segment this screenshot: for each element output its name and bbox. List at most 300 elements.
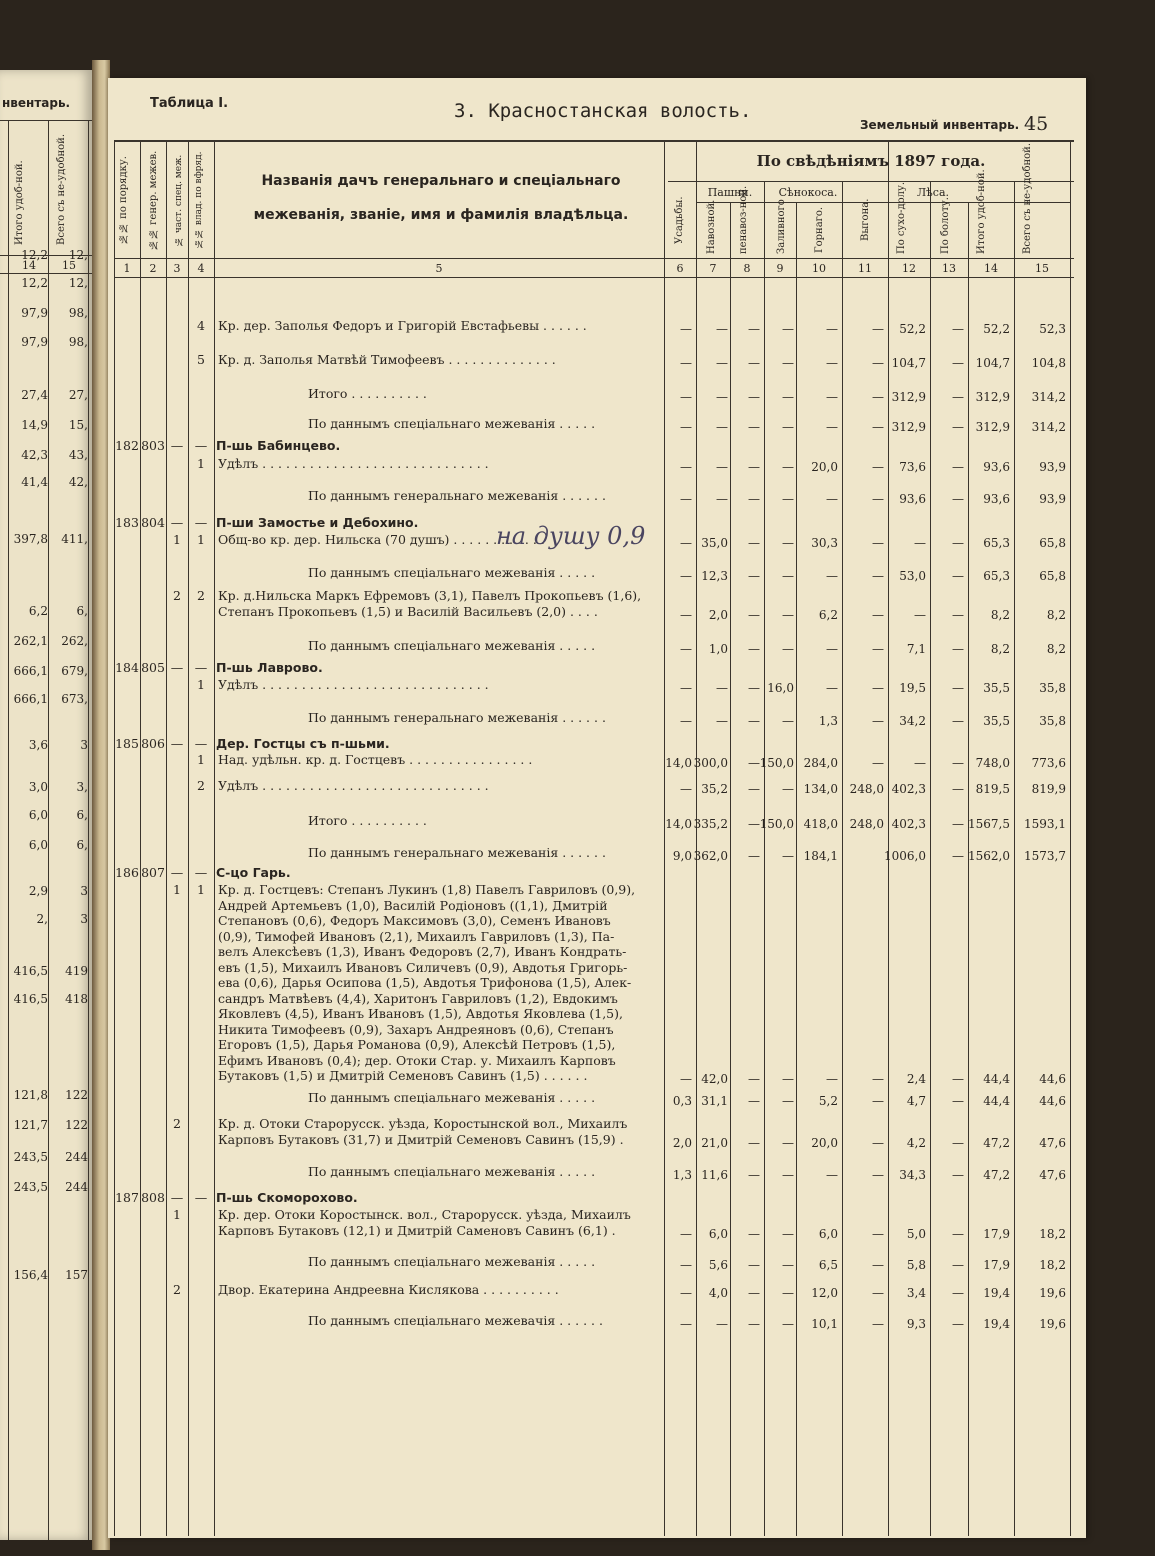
row-14-value-col-11: — [872, 714, 884, 728]
row-25-num-gen: 808 [141, 1190, 165, 1205]
row-29-subtotal-label: По даннымъ спеціальнаго межевачія . . . . . . [308, 1313, 603, 1328]
row-27-value-col-12: 5,8 [906, 1258, 926, 1272]
row-2-value-col-11: — [872, 390, 884, 404]
row-7-num-gen: 804 [141, 515, 165, 530]
row-26-num-spec: 1 [173, 1207, 181, 1222]
row-8-value-col-9: — [782, 536, 794, 550]
row-11-value-col-13: — [952, 642, 964, 656]
row-13-value-col-9: 16,0 [767, 681, 794, 695]
row-19-value-col-10: 184,1 [803, 849, 838, 863]
row-29-value-col-7: — [716, 1317, 728, 1331]
row-2-subtotal-label: Итого . . . . . . . . . . [308, 386, 427, 401]
left-value-10-b: 262, [61, 634, 88, 648]
column-line-3 [188, 140, 189, 1536]
row-6-value-col-8: — [748, 492, 760, 506]
row-28-value-col-6: — [680, 1286, 692, 1300]
col-15-header: Всего съ не-удобной. [1022, 142, 1033, 254]
row-5-value-col-8: — [748, 460, 760, 474]
row-5-value-col-14: 93,6 [983, 460, 1010, 474]
row-14-value-col-7: — [716, 714, 728, 728]
row-16-value-col-15: 773,6 [1031, 756, 1066, 770]
left-value-22-a: 121,7 [13, 1118, 48, 1132]
left-rule-nums [0, 273, 92, 274]
row-8-value-col-6: — [680, 536, 692, 550]
row-25-heading: П-шь Скоморохово. [216, 1190, 358, 1205]
left-vline-1 [8, 120, 9, 1540]
row-7-num-order: 183 [115, 515, 139, 530]
row-23-value-col-13: — [952, 1135, 964, 1150]
row-19-value-col-7: 362,0 [693, 849, 728, 863]
left-value-22-b: 122 [65, 1118, 88, 1132]
left-rule-top [0, 120, 92, 121]
row-11-value-col-7: 1,0 [708, 642, 728, 656]
row-27-value-col-7: 5,6 [708, 1258, 728, 1272]
column-line-2 [166, 140, 167, 1536]
row-16-value-col-13: — [952, 756, 964, 770]
row-9-value-col-15: 65,8 [1039, 569, 1066, 583]
row-4-num-owner: — [194, 438, 208, 453]
row-5-value-col-15: 93,9 [1039, 460, 1066, 474]
row-11-value-col-8: — [748, 642, 760, 656]
row-0-num-owner: 4 [197, 318, 205, 333]
row-9-value-col-12: 53,0 [899, 569, 926, 583]
row-0-text-line-0: Кр. дер. Заполья Федоръ и Григорій Евстафьевы . . . . . . [218, 318, 587, 333]
row-26-value-col-13: — [952, 1226, 964, 1241]
row-9-subtotal-label: По даннымъ спеціальнаго межеванія . . . . . [308, 565, 596, 580]
row-28-value-col-8: — [748, 1286, 760, 1300]
left-value-21-a: 121,8 [13, 1088, 48, 1102]
left-value-15-a: 6,0 [28, 808, 48, 822]
row-15-num-order: 185 [115, 736, 139, 751]
left-value-12-a: 666,1 [13, 692, 48, 706]
row-19-subtotal-label: По даннымъ генеральнаго межеванія . . . . . . [308, 845, 606, 860]
row-1-value-col-6: — [680, 356, 692, 370]
row-26-value-col-6: — [680, 1226, 692, 1241]
row-27-value-col-9: — [782, 1258, 794, 1272]
row-25-num-spec: — [170, 1190, 184, 1205]
column-number-4: 4 [197, 262, 205, 275]
row-0-value-col-10: — [826, 322, 838, 336]
left-value-4-a: 27,4 [21, 388, 48, 402]
row-12-num-owner: — [194, 660, 208, 675]
row-18-value-col-14: 1567,5 [968, 817, 1010, 831]
col-9-header: Заливного [776, 199, 787, 254]
row-24-subtotal-label: По даннымъ спеціальнаго межеванія . . . . . [308, 1164, 596, 1179]
column-number-8: 8 [743, 262, 751, 275]
left-value-19-b: 419 [65, 964, 88, 978]
row-26-value-col-9: — [782, 1226, 794, 1241]
row-0-value-col-7: — [716, 322, 728, 336]
column-line-15 [1070, 140, 1071, 1536]
row-26-value-col-11: — [872, 1226, 884, 1241]
page-title: 3. Красностанская волость. [454, 100, 752, 122]
row-8-text-line-0: Общ-во кр. дер. Нильска (70 душъ) . . . . . . . . . . . . [218, 532, 545, 547]
row-24-value-col-9: — [782, 1168, 794, 1182]
row-28-value-col-7: 4,0 [708, 1286, 728, 1300]
table-label: Таблица I. [150, 96, 229, 111]
row-13-value-col-10: — [826, 681, 838, 695]
row-21-num-owner: 1 [197, 882, 205, 897]
row-6-value-col-14: 93,6 [983, 492, 1010, 506]
row-21-value-col-10: — [826, 1072, 838, 1086]
row-21-text-line-5: евъ (1,5), Михаилъ Ивановъ Силичевъ (0,9), Авдотья Григорь- [218, 959, 628, 975]
row-17-value-col-11: 248,0 [849, 782, 884, 796]
left-value-1-b: 12, [68, 276, 88, 290]
row-20-num-gen: 807 [141, 865, 165, 880]
row-19-value-col-8: — [748, 849, 760, 863]
row-18-value-col-12: 402,3 [891, 817, 926, 831]
row-23-value-col-8: — [748, 1135, 760, 1150]
row-24-value-col-15: 47,6 [1039, 1168, 1066, 1182]
row-14-value-col-10: 1,3 [818, 714, 838, 728]
row-25-num-order: 187 [115, 1190, 139, 1205]
col-2-header: №№ генер. межев. [148, 150, 159, 250]
row-3-subtotal-label: По даннымъ спеціальнаго межеванія . . . . . [308, 416, 596, 431]
row-23-value-col-12: 4,2 [906, 1135, 926, 1150]
row-1-num-owner: 5 [197, 352, 205, 367]
row-20-num-order: 186 [115, 865, 139, 880]
row-8-value-col-13: — [952, 536, 964, 550]
row-24-value-col-8: — [748, 1168, 760, 1182]
row-2-value-col-6: — [680, 390, 692, 404]
row-25-num-owner: — [194, 1190, 208, 1205]
row-21-text-line-9: Никита Тимофеевъ (0,9), Захаръ Андреяновъ (0,6), Степанъ [218, 1021, 614, 1037]
col-12-header: По сухо-долу. [896, 181, 907, 254]
group-senokosa-header: Сѣнокоса. [778, 186, 838, 199]
row-5-value-col-13: — [952, 460, 964, 474]
row-18-value-col-7: 335,2 [693, 817, 728, 831]
row-19-value-col-6: 9,0 [672, 849, 692, 863]
row-27-subtotal-label: По даннымъ спеціальнаго межеванія . . . . . [308, 1254, 596, 1269]
row-11-value-col-6: — [680, 642, 692, 656]
row-13-value-col-11: — [872, 681, 884, 695]
row-22-value-col-7: 31,1 [701, 1094, 728, 1108]
row-11-value-col-9: — [782, 642, 794, 656]
row-3-value-col-15: 314,2 [1031, 420, 1066, 434]
row-9-value-col-7: 12,3 [701, 569, 728, 583]
row-10-value-col-15: 8,2 [1046, 607, 1066, 622]
row-14-value-col-13: — [952, 714, 964, 728]
col-3-header: № част. спец. меж. [174, 154, 184, 246]
row-21-value-col-7: 42,0 [701, 1072, 728, 1086]
row-22-value-col-15: 44,6 [1039, 1094, 1066, 1108]
row-13-value-col-15: 35,8 [1039, 681, 1066, 695]
row-6-value-col-15: 93,9 [1039, 492, 1066, 506]
row-28-text-line-0: Двор. Екатерина Андреевна Кислякова . . . . . . . . . . [218, 1282, 559, 1297]
row-3-value-col-12: 312,9 [891, 420, 926, 434]
left-value-4-b: 27, [68, 388, 88, 402]
row-8-value-col-8: — [748, 536, 760, 550]
row-7-num-owner: — [194, 515, 208, 530]
row-21-value-col-12: 2,4 [906, 1072, 926, 1086]
column-number-3: 3 [173, 262, 181, 275]
left-value-17-a: 2,9 [28, 884, 48, 898]
row-14-value-col-6: — [680, 714, 692, 728]
row-8-value-col-11: — [872, 536, 884, 550]
row-16-value-col-14: 748,0 [975, 756, 1010, 770]
row-8-value-col-15: 65,8 [1039, 536, 1066, 550]
left-vline-2 [48, 120, 49, 1540]
left-value-3-b: 98, [68, 335, 88, 349]
row-27-value-col-15: 18,2 [1039, 1258, 1066, 1272]
left-value-20-b: 418 [65, 992, 88, 1006]
group-pashni-header: Пашни. [707, 186, 753, 199]
row-29-value-col-8: — [748, 1317, 760, 1331]
col-1-header: №№ по порядку. [118, 156, 129, 244]
row-18-value-col-8: — [748, 817, 760, 831]
left-value-7-b: 42, [68, 475, 88, 489]
row-17-value-col-12: 402,3 [891, 782, 926, 796]
row-26-value-col-15: 18,2 [1039, 1226, 1066, 1241]
row-13-value-col-8: — [748, 681, 760, 695]
row-7-num-spec: — [170, 515, 184, 530]
row-16-value-col-9: 150,0 [759, 756, 794, 770]
row-16-value-col-10: 284,0 [803, 756, 838, 770]
row-8-value-col-12: — [914, 536, 926, 550]
row-17-value-col-9: — [782, 782, 794, 796]
row-0-value-col-15: 52,3 [1039, 322, 1066, 336]
row-10-text-line-1: Степанъ Прокопьевъ (1,5) и Василій Васильевъ (2,0) . . . . [218, 603, 598, 619]
left-value-25-b: 157 [65, 1268, 88, 1282]
row-19-value-col-13: — [952, 849, 964, 863]
row-28-value-col-13: — [952, 1286, 964, 1300]
row-9-value-col-14: 65,3 [983, 569, 1010, 583]
row-4-num-spec: — [170, 438, 184, 453]
left-value-2-a: 97,9 [21, 306, 48, 320]
row-21-value-col-6: — [680, 1072, 692, 1086]
row-21-text-line-12: Бутаковъ (1,5) и Дмитрій Семеновъ Савинъ (1,5) . . . . . . [218, 1068, 588, 1083]
row-29-value-col-9: — [782, 1317, 794, 1331]
row-8-value-col-7: 35,0 [701, 536, 728, 550]
row-16-value-col-7: 300,0 [693, 756, 728, 770]
row-6-value-col-13: — [952, 492, 964, 506]
row-21-text-line-6: ева (0,6), Дарья Осипова (1,5), Авдотья Трифонова (1,5), Алек- [218, 975, 632, 990]
row-14-subtotal-label: По даннымъ генеральнаго межеванія . . . . . . [308, 710, 606, 725]
row-14-value-col-8: — [748, 714, 760, 728]
col-8-header: пенавоз-ной. [738, 185, 749, 254]
left-value-18-b: 3 [80, 912, 88, 926]
row-9-value-col-13: — [952, 569, 964, 583]
row-21-text-line-3: (0,9), Тимофей Ивановъ (2,1), Михаилъ Гавриловъ (1,3), Па- [218, 928, 615, 944]
left-value-9-b: 6, [76, 604, 88, 618]
left-value-9-a: 6,2 [28, 604, 48, 618]
row-27-value-col-11: — [872, 1258, 884, 1272]
column-line-0 [114, 140, 115, 1536]
row-16-value-col-8: — [748, 756, 760, 770]
row-29-value-col-13: — [952, 1317, 964, 1331]
row-26-value-col-8: — [748, 1226, 760, 1241]
row-16-value-col-6: 14,0 [665, 756, 692, 770]
row-9-value-col-6: — [680, 569, 692, 583]
left-value-11-a: 666,1 [13, 664, 48, 678]
row-17-value-col-14: 819,5 [975, 782, 1010, 796]
row-5-num-owner: 1 [197, 456, 205, 471]
row-22-subtotal-label: По даннымъ спеціальнаго межеванія . . . . . [308, 1090, 596, 1105]
row-21-text-line-11: Ефимъ Ивановъ (0,4); дер. Отоки Стар. у. Михаилъ Карповъ [218, 1052, 616, 1068]
column-line-1 [140, 140, 141, 1536]
row-22-value-col-8: — [748, 1094, 760, 1108]
row-23-value-col-6: 2,0 [672, 1135, 692, 1150]
row-10-value-col-6: — [680, 607, 692, 622]
left-value-19-a: 416,5 [13, 964, 48, 978]
row-5-value-col-10: 20,0 [811, 460, 838, 474]
row-28-num-spec: 2 [173, 1282, 181, 1297]
left-value-20-a: 416,5 [13, 992, 48, 1006]
row-5-value-col-6: — [680, 460, 692, 474]
group-1897-header: По свѣдѣніямъ 1897 года. [756, 152, 986, 170]
row-16-num-owner: 1 [197, 752, 205, 767]
left-value-17-b: 3 [80, 884, 88, 898]
row-6-subtotal-label: По даннымъ генеральнаго межеванія . . . . . . [308, 488, 606, 503]
row-8-num-spec: 1 [173, 532, 181, 547]
row-10-num-spec: 2 [173, 588, 181, 603]
row-9-value-col-11: — [872, 569, 884, 583]
left-value-23-a: 243,5 [13, 1150, 48, 1164]
left-value-5-a: 14,9 [21, 418, 48, 432]
row-2-value-col-15: 314,2 [1031, 390, 1066, 404]
left-value-16-a: 6,0 [28, 838, 48, 852]
left-value-6-b: 43, [68, 448, 88, 462]
column-line-10 [842, 181, 843, 1536]
left-value-25-a: 156,4 [13, 1268, 48, 1282]
row-20-heading: С-цо Гарь. [216, 865, 291, 880]
left-value-6-a: 42,3 [21, 448, 48, 462]
row-15-num-owner: — [194, 736, 208, 751]
row-18-value-col-11: 248,0 [849, 817, 884, 831]
row-21-value-col-15: 44,6 [1039, 1072, 1066, 1086]
row-29-value-col-11: — [872, 1317, 884, 1331]
row-3-value-col-13: — [952, 420, 964, 434]
row-23-value-col-11: — [872, 1135, 884, 1150]
left-value-8-a: 397,8 [13, 532, 48, 546]
row-17-text-line-0: Удѣлъ . . . . . . . . . . . . . . . . . . . . . . . . . . . . . [218, 778, 489, 793]
row-12-num-spec: — [170, 660, 184, 675]
row-19-value-col-15: 1573,7 [1024, 849, 1066, 863]
col-10-header: Горнаго. [814, 206, 825, 254]
row-3-value-col-6: — [680, 420, 692, 434]
row-26-value-col-14: 17,9 [983, 1226, 1010, 1241]
row-17-value-col-8: — [748, 782, 760, 796]
row-3-value-col-14: 312,9 [975, 420, 1010, 434]
row-13-value-col-14: 35,5 [983, 681, 1010, 695]
row-27-value-col-10: 6,5 [818, 1258, 838, 1272]
row-22-value-col-11: — [872, 1094, 884, 1108]
row-2-value-col-10: — [826, 390, 838, 404]
row-8-value-col-14: 65,3 [983, 536, 1010, 550]
row-27-value-col-6: — [680, 1258, 692, 1272]
row-0-value-col-6: — [680, 322, 692, 336]
column-number-6: 6 [676, 262, 684, 275]
left-value-10-a: 262,1 [13, 634, 48, 648]
row-21-value-col-8: — [748, 1072, 760, 1086]
row-4-heading: П-шь Бабинцево. [216, 438, 341, 453]
row-21-value-col-11: — [872, 1072, 884, 1086]
left-value-24-a: 243,5 [13, 1180, 48, 1194]
row-29-value-col-14: 19,4 [983, 1317, 1010, 1331]
row-24-value-col-14: 47,2 [983, 1168, 1010, 1182]
left-col-a-header: Итого удоб-ной. [14, 160, 25, 245]
row-15-num-gen: 806 [141, 736, 165, 751]
column-number-12: 12 [902, 262, 916, 275]
row-22-value-col-10: 5,2 [818, 1094, 838, 1108]
column-number-13: 13 [942, 262, 956, 275]
row-21-value-col-14: 44,4 [983, 1072, 1010, 1086]
row-10-value-col-12: — [914, 607, 926, 622]
column-line-14 [1014, 181, 1015, 1536]
row-23-text-line-1: Карповъ Бутаковъ (31,7) и Дмитрій Семеновъ Савинъ (15,9) . [218, 1131, 624, 1147]
row-4-num-order: 182 [115, 438, 139, 453]
row-14-value-col-9: — [782, 714, 794, 728]
column-number-2: 2 [149, 262, 157, 275]
left-value-16-b: 6, [76, 838, 88, 852]
row-28-value-col-11: — [872, 1286, 884, 1300]
left-value-2-b: 98, [68, 306, 88, 320]
row-10-num-owner: 2 [197, 588, 205, 603]
row-18-value-col-10: 418,0 [803, 817, 838, 831]
row-28-value-col-10: 12,0 [811, 1286, 838, 1300]
row-26-value-col-7: 6,0 [708, 1226, 728, 1241]
row-3-value-col-9: — [782, 420, 794, 434]
row-29-value-col-6: — [680, 1317, 692, 1331]
left-value-13-b: 3 [80, 738, 88, 752]
left-value-12-b: 673, [61, 692, 88, 706]
column-number-11: 11 [858, 262, 872, 275]
row-11-value-col-14: 8,2 [990, 642, 1010, 656]
row-23-value-col-15: 47,6 [1039, 1135, 1066, 1150]
row-6-value-col-6: — [680, 492, 692, 506]
row-29-value-col-12: 9,3 [906, 1317, 926, 1331]
row-21-text-line-4: велъ Алексѣевъ (1,3), Иванъ Федоровъ (2,7), Иванъ Кондрать- [218, 944, 627, 959]
left-value-8-b: 411, [61, 532, 88, 546]
row-6-value-col-11: — [872, 492, 884, 506]
row-1-value-col-11: — [872, 356, 884, 370]
row-10-value-col-14: 8,2 [990, 607, 1010, 622]
column-number-1: 1 [123, 262, 131, 275]
row-21-text-line-8: Яковлевъ (4,5), Иванъ Ивановъ (1,5), Авдотья Яковлева (1,5), [218, 1006, 623, 1021]
row-22-value-col-14: 44,4 [983, 1094, 1010, 1108]
row-11-subtotal-label: По даннымъ спеціальнаго межеванія . . . . . [308, 638, 596, 653]
row-13-text-line-0: Удѣлъ . . . . . . . . . . . . . . . . . . . . . . . . . . . . . [218, 677, 489, 692]
col-5-header: Названія дачъ генеральнаго и спеціальнаго межеванія, званіе, имя и фамилія владѣльца. [253, 173, 629, 223]
row-26-text-line-0: Кр. дер. Отоки Коростынск. вол., Старорусск. уѣзда, Михаилъ [218, 1207, 631, 1222]
row-6-value-col-9: — [782, 492, 794, 506]
row-0-value-col-12: 52,2 [899, 322, 926, 336]
left-col-b-num: 15 [62, 259, 76, 272]
row-24-value-col-10: — [826, 1168, 838, 1182]
row-24-value-col-13: — [952, 1168, 964, 1182]
row-8-value-col-10: 30,3 [811, 536, 838, 550]
row-6-value-col-12: 93,6 [899, 492, 926, 506]
row-7-heading: П-ши Замостье и Дебохино. [216, 515, 419, 530]
row-4-num-gen: 803 [141, 438, 165, 453]
row-23-text-line-0: Кр. д. Отоки Старорусск. уѣзда, Коростынской вол., Михаилъ [218, 1116, 628, 1131]
left-value-24-b: 244 [65, 1180, 88, 1194]
row-9-value-col-9: — [782, 569, 794, 583]
row-13-value-col-13: — [952, 681, 964, 695]
row-15-heading: Дер. Гостцы съ п-шьми. [216, 736, 390, 751]
col-13-header: По болоту. [940, 197, 951, 254]
row-24-value-col-11: — [872, 1168, 884, 1182]
column-number-9: 9 [776, 262, 784, 275]
handwritten-note: на душу 0,9 [496, 522, 646, 550]
row-10-value-col-8: — [748, 607, 760, 622]
row-21-text-line-2: Степановъ (0,6), Федоръ Максимовъ (3,0), Семенъ Ивановъ [218, 913, 611, 928]
row-10-text-line-0: Кр. д.Нильска Маркъ Ефремовъ (3,1), Павелъ Прокопьевъ (1,6), [218, 588, 642, 603]
row-2-value-col-7: — [716, 390, 728, 404]
row-3-value-col-11: — [872, 420, 884, 434]
column-number-14: 14 [984, 262, 998, 275]
row-17-value-col-10: 134,0 [803, 782, 838, 796]
